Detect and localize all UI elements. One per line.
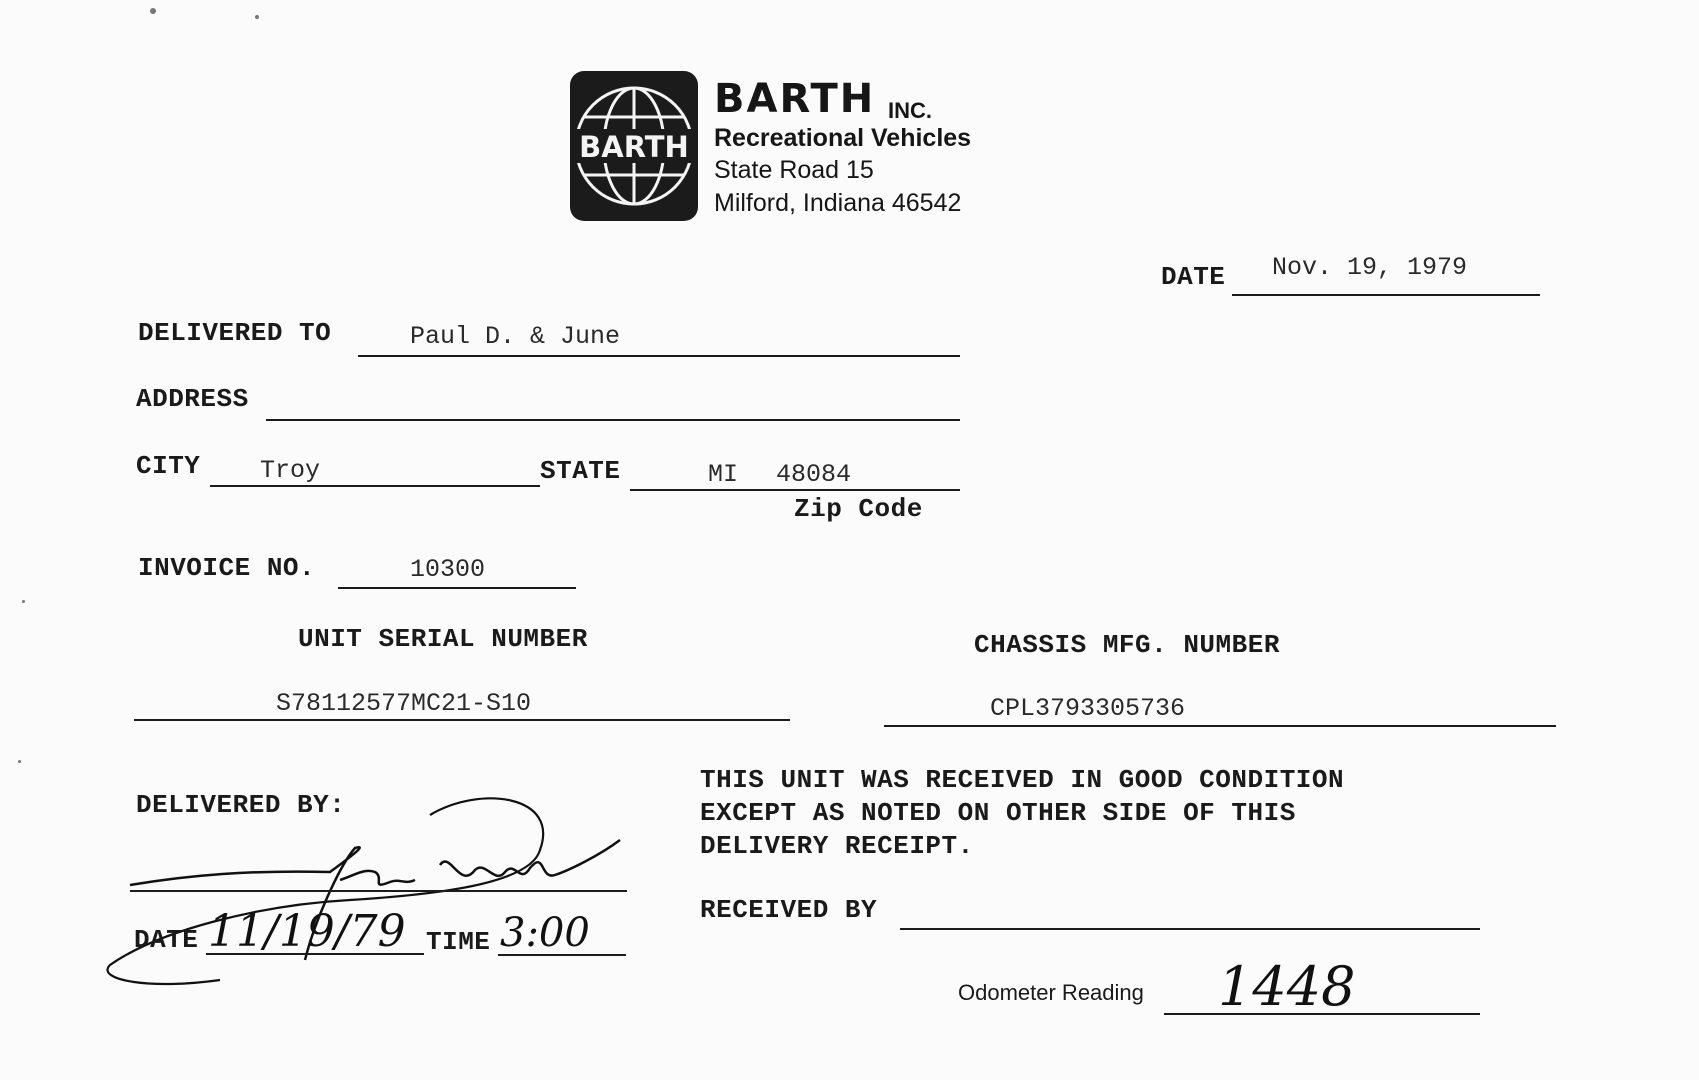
odometer-label: Odometer Reading (958, 980, 1144, 1005)
date-label: DATE (1161, 262, 1226, 292)
logo-wordmark: BARTH (579, 130, 689, 164)
serial-number-line (134, 719, 790, 721)
delivery-date-label: DATE (134, 925, 199, 955)
delivered-by-line (130, 890, 627, 892)
company-city: Milford, Indiana 46542 (714, 189, 962, 217)
delivery-date-line (206, 953, 424, 955)
address-line (266, 419, 960, 421)
scan-speck (18, 760, 21, 763)
company-name: BARTH (714, 76, 876, 122)
company-logo (570, 71, 698, 221)
serial-number-label: UNIT SERIAL NUMBER (298, 624, 588, 654)
address-label: ADDRESS (136, 384, 249, 414)
state-zip-line (630, 489, 960, 491)
zip-code-label: Zip Code (794, 494, 923, 524)
date-line (1232, 294, 1540, 296)
chassis-number-value: CPL3793305736 (990, 694, 1186, 723)
chassis-number-label: CHASSIS MFG. NUMBER (974, 630, 1280, 660)
scan-speck (22, 600, 25, 603)
date-value: Nov. 19, 1979 (1272, 253, 1468, 282)
delivered-by-label: DELIVERED BY: (136, 790, 346, 820)
city-label: CITY (136, 451, 201, 481)
invoice-label: INVOICE NO. (138, 553, 316, 583)
scan-speck (150, 8, 156, 14)
delivered-to-label: DELIVERED TO (138, 318, 332, 348)
delivered-to-line (358, 355, 960, 357)
city-value: Troy (260, 456, 321, 485)
chassis-number-line (884, 725, 1556, 727)
city-line (210, 485, 540, 487)
receipt-statement-line1: THIS UNIT WAS RECEIVED IN GOOD CONDITION (700, 765, 1345, 795)
globe-icon (570, 71, 698, 221)
odometer-value: 1448 (1218, 955, 1356, 1018)
zip-value: 48084 (776, 460, 852, 489)
state-label: STATE (540, 456, 621, 486)
state-value: MI (708, 460, 739, 489)
company-street: State Road 15 (714, 156, 874, 184)
received-by-line (900, 928, 1480, 930)
serial-number-value: S78112577MC21-S10 (276, 689, 532, 718)
delivery-date-value: 11/19/79 (208, 906, 406, 957)
receipt-statement-line2: EXCEPT AS NOTED ON OTHER SIDE OF THIS (700, 798, 1296, 828)
delivery-time-line (498, 954, 626, 956)
invoice-value: 10300 (410, 555, 486, 584)
scan-speck (255, 15, 259, 19)
received-by-label: RECEIVED BY (700, 895, 878, 925)
company-suffix: INC. (888, 98, 932, 123)
odometer-line (1164, 1013, 1480, 1015)
delivered-to-value: Paul D. & June (410, 322, 621, 351)
delivery-time-label: TIME (426, 927, 491, 957)
delivery-time-value: 3:00 (500, 910, 590, 956)
company-tagline: Recreational Vehicles (714, 124, 972, 152)
invoice-line (338, 587, 576, 589)
receipt-statement-line3: DELIVERY RECEIPT. (700, 831, 974, 861)
